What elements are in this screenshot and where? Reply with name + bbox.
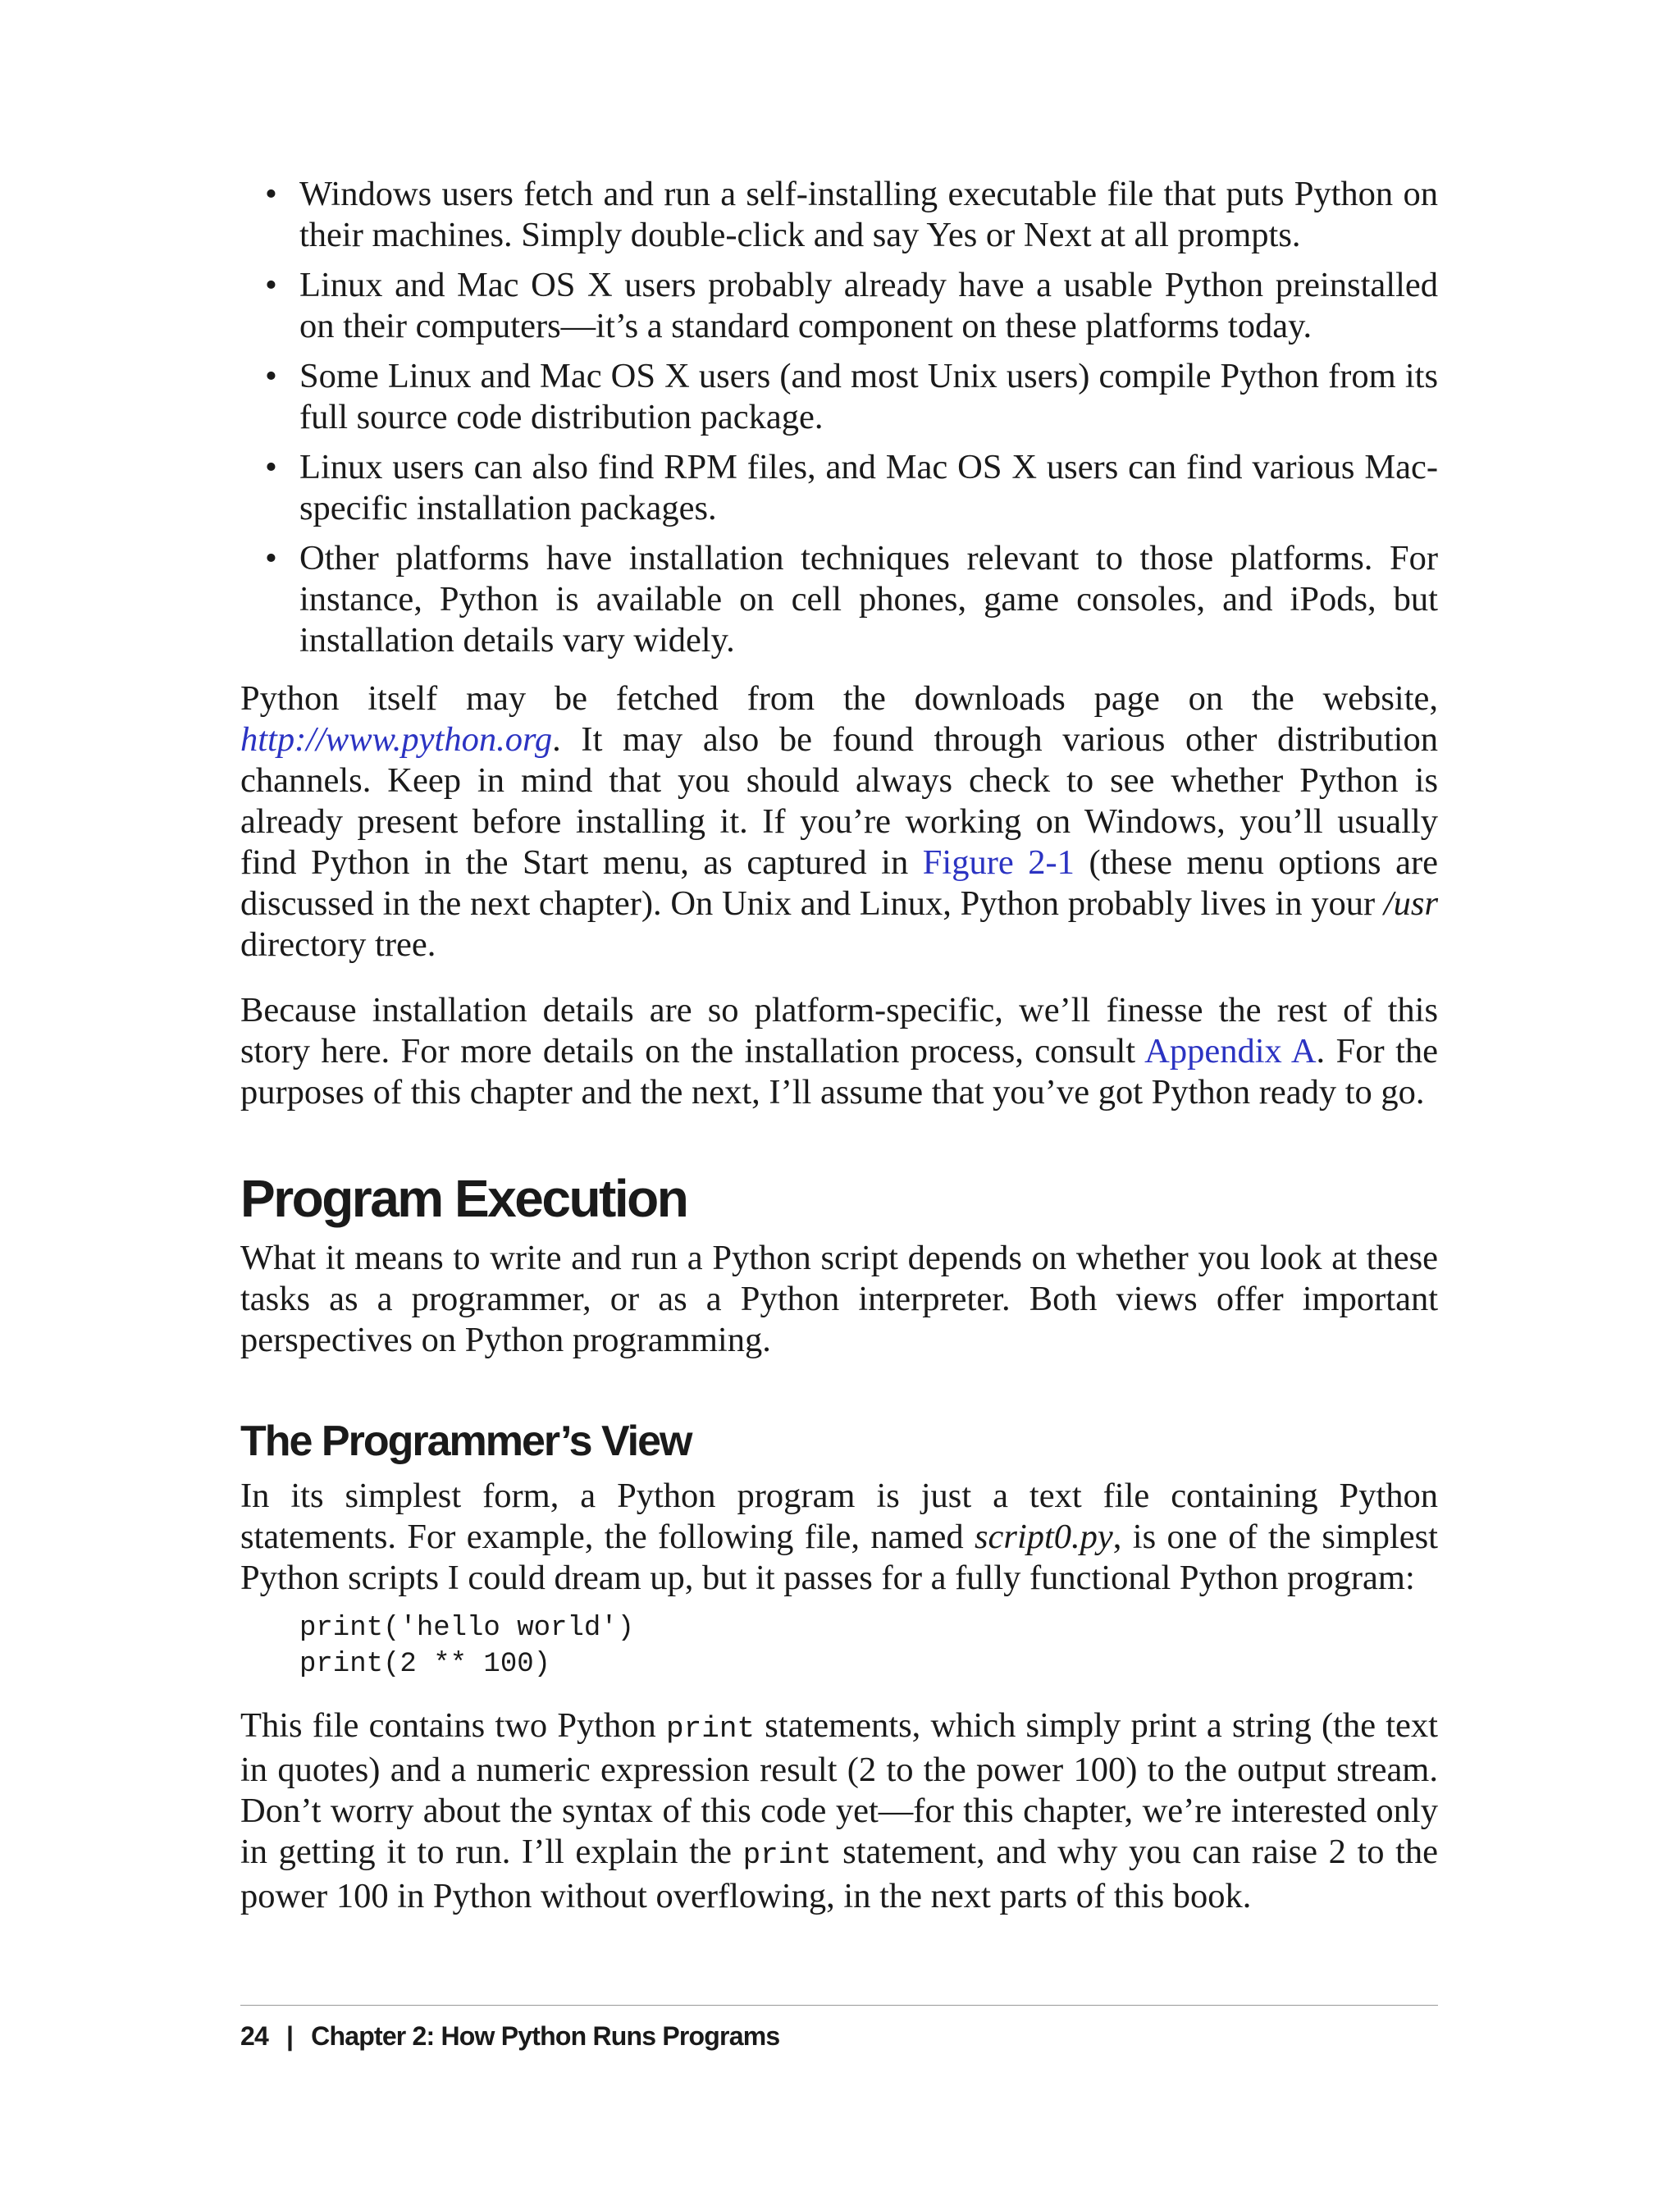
text-run: directory tree. [240, 925, 436, 964]
paragraph-print-statements [240, 1705, 1438, 1917]
text-run: statements, which simply print a string (the text in quotes) and a numeric expression result (2 to the power 100) to the output stream. Don’t worry about the syntax of this code yet—for this chapter, we’re interested only in getting it to run. I’ll explain the [240, 1706, 1438, 1871]
inline-code-print: print [666, 1712, 756, 1746]
paragraph-simplest-form [240, 1476, 1438, 1599]
text-run: . It may also be found through various other distribution channels. Keep in mind that you should always check to see whether Python is already present before installing it. If you’re working on Windows, you’ll usually find Python in the Start menu, as captured in [240, 720, 1438, 882]
bullet-item-windows: • Windows users fetch and run a self-installing executable file that puts Python on their machines. Simply double-click and say Yes or Next at all prompts. [240, 174, 1438, 256]
code-example [299, 1610, 1438, 1682]
footer-divider [240, 2005, 1438, 2006]
text-run: . For the purposes of this chapter and the next, I’ll assume that you’ve got Python ready to go. [240, 1032, 1438, 1112]
install-options-list [240, 174, 1438, 661]
text-run: , is one of the simplest Python scripts I could dream up, but it passes for a fully functional Python program: [240, 1518, 1438, 1597]
text-run: statement, and why you can raise 2 to the power 100 in Python without overflowing, in the next parts of this book. [240, 1833, 1438, 1915]
text-run: In its simplest form, a Python program is just a text file containing Python statements. For example, the following file, named [240, 1477, 1438, 1556]
script-filename: script0.py [975, 1518, 1113, 1556]
footer-separator: | [286, 2021, 294, 2051]
code-line-2: print(2 ** 100) [299, 1649, 551, 1680]
paragraph-program-execution: What it means to write and run a Python script depends on whether you look at these tasks as a programmer, or as a Python interpreter. Both views offer important perspectives on Python programming. [240, 1239, 1438, 1359]
text-run: (these menu options are discussed in the next chapter). On Unix and Linux, Python probably lives in your [240, 843, 1438, 923]
bullet-item-other-platforms: • Other platforms have installation techniques relevant to those platforms. For instance, Python is available on cell phones, game consoles, and iPods, but installation details vary widely. [240, 538, 1438, 661]
paragraph-download [240, 678, 1438, 966]
code-line-1: print('hello world') [299, 1613, 635, 1644]
usr-path: /usr [1383, 884, 1438, 923]
paragraph-installation [240, 990, 1438, 1113]
chapter-title: Chapter 2: How Python Runs Programs [311, 2021, 780, 2051]
inline-code-print: print [742, 1838, 832, 1872]
figure-2-1-link[interactable]: Figure 2-1 [922, 843, 1075, 882]
bullet-item-rpm: • Linux users can also find RPM files, and Mac OS X users can find various Mac-specific installation packages. [240, 447, 1438, 529]
section-heading-program-execution: Program Execution [240, 1169, 687, 1228]
page-content [240, 174, 1438, 1917]
page-footer [240, 2020, 779, 2052]
text-run: Because installation details are so platform-specific, we’ll finesse the rest of this story here. For more details on the installation process, consult [240, 991, 1438, 1071]
bullet-item-linux-mac: • Linux and Mac OS X users probably already have a usable Python preinstalled on their computers—it’s a standard component on these platforms today. [240, 265, 1438, 347]
page-number: 24 [240, 2021, 268, 2051]
subsection-heading-programmers-view: The Programmer’s View [240, 1418, 692, 1465]
text-run: Python itself may be fetched from the downloads page on the website, [240, 679, 1438, 718]
text-run: This file contains two Python [240, 1706, 667, 1745]
python-website-link[interactable]: http://www.python.org [240, 720, 553, 759]
bullet-item-source-build: • Some Linux and Mac OS X users (and most Unix users) compile Python from its full source code distribution package. [240, 356, 1438, 438]
appendix-a-link[interactable]: Appendix A [1144, 1032, 1317, 1071]
